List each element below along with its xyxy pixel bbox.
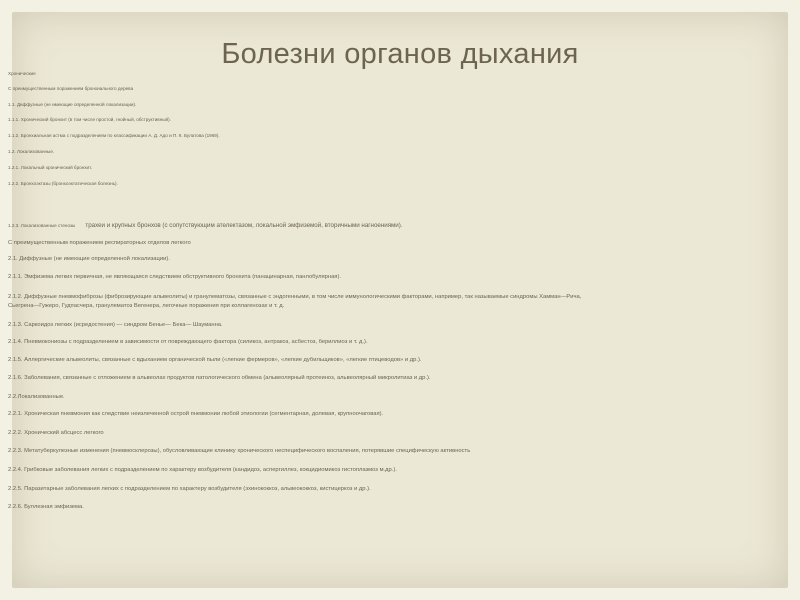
item-1-2-1: 1.2.1. Локальный хронический бронхит. (8, 165, 92, 170)
item-2-2: 2.2.Локализованные. (8, 394, 65, 400)
item-2-1-6: 2.1.6. Заболевания, связанные с отложением в альвеолах продуктов патологического обмена (альвеолярный протеиноз, альвеолярный микролитиаз и др.). (8, 375, 431, 381)
slide-background (12, 12, 788, 588)
item-1-2-3-rest: трахеи и крупных бронхов (с сопутствующим ателектазом, локальной эмфиземой, вторичными нагноениями). (85, 222, 403, 229)
section2-heading: С преимущественным поражением респираторных отделов легкого (8, 240, 191, 246)
item-1-2: 1.2. Локализованные. (8, 149, 55, 154)
item-1-1-2: 1.1.2. Бронхиальная астма с подразделением по классификации А. Д. Адо и П. К. Булатова (1969). (8, 133, 220, 138)
section1-heading: Хронические (8, 71, 36, 76)
item-2-1-1: 2.1.1. Эмфизема легких первичная, не являющаяся следствием обструктивного бронхита (панацинарная, панлобулярная). (8, 274, 341, 280)
item-2-2-5: 2.2.5. Паразитарные заболевания легких с подразделением по характеру возбудителя (эхинококкоз, альвеококкоз, кистицеркоз и др.). (8, 486, 371, 492)
item-1-1-1: 1.1.1. Хронический бронхит (в том числе простой, гнойный, обструктивный). (8, 117, 171, 122)
item-2-1: 2.1. Диффузные (не имеющие определенной локализации). (8, 256, 170, 262)
item-2-1-4: 2.1.4. Пневмокониозы с подразделением в зависимости от повреждающего фактора (силикоз, антракоз, асбестоз, бериллиоз и т. д.). (8, 339, 368, 345)
item-1-2-3-prefix: 1.2.3. Локализованные стенозы (8, 223, 76, 228)
slide-title: Болезни органов дыхания (221, 38, 579, 70)
item-2-2-3: 2.2.3. Метатуберкулезные изменения (пневмосклерозы), обусловливающие клинику хронического неспецифического воспаления, потерявшие специфическую активность (8, 448, 471, 454)
item-2-1-2-line2-rest: Гудпасчера, гранулематоз Вегенера, легочные поражения при коллагенозах и т. д. (61, 303, 285, 309)
item-1-2-2: 1.2.2. Бронхоэктазы (бронхоэктатическая болезнь). (8, 181, 118, 186)
item-2-1-2-line1: 2.1.2. Диффузные пневмофиброзы (фиброзирующие альвеолиты) и гранулематозы, связанные с эндогенными, в том числе иммунологическими факторами, например, так называемые синдромы Хамман—Рича, (8, 294, 582, 300)
item-1-1: 1.1. Диффузные (не имеющие определенной локализации). (8, 102, 137, 107)
item-2-1-3: 2.1.3. Саркоидоз легких (исредостения) — синдром Бенье— Бека— Шауманна. (8, 322, 223, 328)
section1-subheading: С преимущественным поражением бронхиального дерева (8, 86, 134, 91)
item-1-2-3 (8, 214, 780, 232)
item-2-2-1: 2.2.1. Хроническая пневмония как следствие неизлеченной острой пневмонии любой этиологии (сегментарная, долевая, крупноочаговая). (8, 411, 384, 417)
item-2-1-5: 2.1.5. Аллергические альвеолиты, связанные с вдыханием органической пыли («легкие фермеров», «легкие дубильщиков», «легкие птицеводов» и др.). (8, 357, 422, 363)
item-2-2-2: 2.2.2. Хронический абсцесс легкого (8, 430, 104, 436)
item-2-2-6: 2.2.6. Буллезная эмфизема. (8, 504, 84, 510)
item-2-2-4: 2.2.4. Грибковые заболевания легких с подразделением по характеру возбудителя (кандидоз, аспергиллез, кокцидиомикоз гистоплазмоз м.др.). (8, 467, 397, 473)
item-2-1-2-line2-lead: Сьегрена—Гужеро, (8, 303, 61, 309)
item-2-1-2-line2 (8, 303, 780, 309)
